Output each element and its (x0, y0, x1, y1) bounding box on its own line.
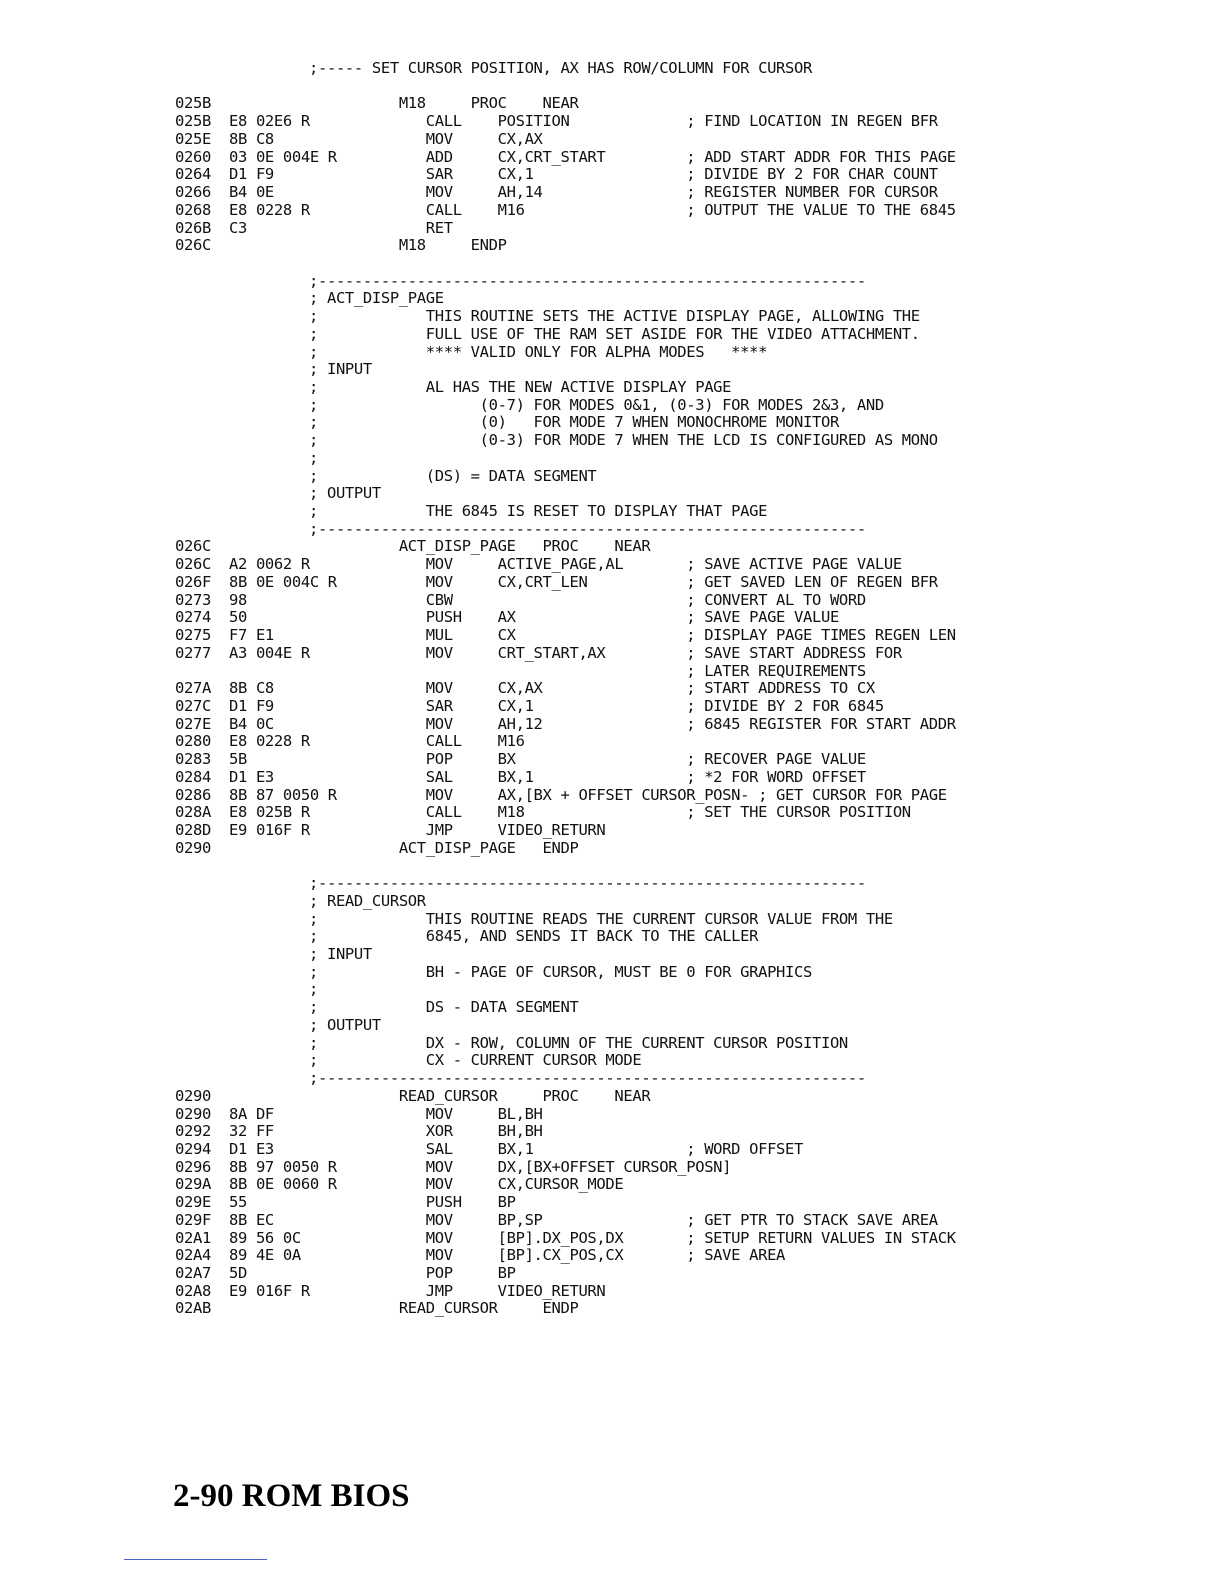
listing-address: 025B (175, 94, 211, 113)
listing-object-code: E8 0228 R (229, 200, 310, 219)
listing-source: MOV ACTIVE_PAGE,AL ; SAVE ACTIVE PAGE VALUE (309, 555, 902, 574)
listing-address: 0275 (175, 626, 211, 644)
listing-source: ; LATER REQUIREMENTS (309, 661, 866, 680)
listing-source: ; THIS ROUTINE SETS THE ACTIVE DISPLAY PAGE, ALLOWING THE (309, 307, 920, 326)
listing-address: 027C (175, 696, 211, 715)
listing-source: SAR CX,1 ; DIVIDE BY 2 FOR 6845 (309, 696, 884, 715)
listing-source: MOV AX,[BX + OFFSET CURSOR_POSN- ; GET CURSOR FOR PAGE (309, 785, 947, 804)
listing-object-code: 03 0E 004E R (229, 147, 337, 166)
listing-object-code: D1 F9 (229, 165, 274, 184)
listing-source: M18 ENDP (309, 236, 507, 255)
listing-source: ; 6845, AND SENDS IT BACK TO THE CALLER (309, 927, 759, 946)
listing-source: MOV BP,SP ; GET PTR TO STACK SAVE AREA (309, 1210, 938, 1229)
listing-source: ACT_DISP_PAGE ENDP (309, 838, 579, 857)
listing-source: ACT_DISP_PAGE PROC NEAR (309, 537, 651, 556)
listing-object-code: E8 0228 R (229, 732, 310, 751)
listing-object-code: 89 4E 0A (229, 1246, 301, 1265)
listing-source: ADD CX,CRT_START ; ADD START ADDR FOR THIS PAGE (309, 147, 956, 166)
listing-address: 026C (175, 555, 211, 574)
footer-rule (124, 1559, 267, 1560)
listing-object-code: 8B EC (229, 1210, 274, 1229)
listing-address: 0292 (175, 1122, 211, 1141)
listing-object-code: E9 016F R (229, 821, 310, 839)
listing-source: MOV CX,AX (309, 129, 543, 148)
listing-object-code: B4 0C (229, 714, 274, 733)
listing-source: ; DX - ROW, COLUMN OF THE CURRENT CURSOR POSITION (309, 1033, 848, 1052)
listing-object-code: E8 025B R (229, 803, 310, 822)
page-footer: 2-90 ROM BIOS (173, 1478, 410, 1514)
listing-address: 0284 (175, 767, 211, 786)
listing-address: 02A7 (175, 1264, 211, 1282)
listing-source: PUSH AX ; SAVE PAGE VALUE (309, 608, 839, 627)
listing-source: SAL BX,1 ; WORD OFFSET (309, 1139, 803, 1158)
listing-address: 02A4 (175, 1246, 211, 1265)
listing-address: 029E (175, 1193, 211, 1212)
listing-address: 028A (175, 803, 211, 822)
listing-source: MUL CX ; DISPLAY PAGE TIMES REGEN LEN (309, 626, 956, 644)
listing-address: 02A8 (175, 1281, 211, 1300)
listing-address: 0283 (175, 750, 211, 769)
listing-source: XOR BH,BH (309, 1122, 543, 1141)
listing-address: 0266 (175, 183, 211, 201)
listing-object-code: E8 02E6 R (229, 112, 310, 131)
listing-source: ; BH - PAGE OF CURSOR, MUST BE 0 FOR GRAPHICS (309, 962, 812, 981)
listing-object-code: 50 (229, 608, 247, 627)
listing-address: 0280 (175, 732, 211, 751)
listing-address: 026C (175, 236, 211, 255)
listing-address: 027A (175, 679, 211, 698)
listing-address: 0277 (175, 643, 211, 662)
listing-source: ; INPUT (309, 360, 372, 379)
listing-source: JMP VIDEO_RETURN (309, 821, 606, 839)
listing-source: ; INPUT (309, 945, 372, 963)
listing-address: 026B (175, 218, 211, 237)
listing-address: 029F (175, 1210, 211, 1229)
listing-object-code: 5B (229, 750, 247, 769)
listing-source: MOV CRT_START,AX ; SAVE START ADDRESS FOR (309, 643, 902, 662)
listing-source: CBW ; CONVERT AL TO WORD (309, 590, 866, 609)
listing-object-code: 8B C8 (229, 679, 274, 698)
listing-source: MOV AH,12 ; 6845 REGISTER FOR START ADDR (309, 714, 956, 733)
listing-source: CALL M16 (309, 732, 525, 751)
listing-source: ; (309, 980, 318, 999)
listing-source: CALL POSITION ; FIND LOCATION IN REGEN BFR (309, 112, 938, 131)
listing-address: 0274 (175, 608, 211, 627)
listing-source: ; (DS) = DATA SEGMENT (309, 466, 597, 485)
listing-source: ;------------------------------------------------------------- (309, 874, 866, 893)
listing-source: ; DS - DATA SEGMENT (309, 998, 579, 1017)
listing-address: 0290 (175, 838, 211, 857)
listing-object-code: 32 FF (229, 1122, 274, 1141)
listing-source: READ_CURSOR PROC NEAR (309, 1086, 651, 1105)
listing-address: 0290 (175, 1104, 211, 1123)
listing-source: MOV BL,BH (309, 1104, 543, 1123)
listing-object-code: D1 E3 (229, 1139, 274, 1158)
listing-source: CALL M16 ; OUTPUT THE VALUE TO THE 6845 (309, 200, 956, 219)
listing-object-code: C3 (229, 218, 247, 237)
listing-address: 025B (175, 112, 211, 131)
listing-source: ; AL HAS THE NEW ACTIVE DISPLAY PAGE (309, 378, 732, 396)
listing-object-code: F7 E1 (229, 626, 274, 644)
listing-object-code: D1 F9 (229, 696, 274, 715)
listing-source: ;------------------------------------------------------------- (309, 271, 866, 290)
listing-object-code: 8B C8 (229, 129, 274, 148)
listing-address: 02A1 (175, 1228, 211, 1247)
listing-address: 0260 (175, 147, 211, 166)
listing-object-code: E9 016F R (229, 1281, 310, 1300)
listing-object-code: 55 (229, 1193, 247, 1212)
listing-source: MOV CX,AX ; START ADDRESS TO CX (309, 679, 875, 698)
listing-source: MOV CX,CRT_LEN ; GET SAVED LEN OF REGEN BFR (309, 572, 938, 591)
listing-source: ; OUTPUT (309, 484, 381, 503)
listing-address: 028D (175, 821, 211, 839)
listing-source: ; CX - CURRENT CURSOR MODE (309, 1051, 642, 1070)
listing-source: ;------------------------------------------------------------- (309, 1069, 866, 1087)
listing-object-code: 8B 97 0050 R (229, 1157, 337, 1176)
listing-source: ; THE 6845 IS RESET TO DISPLAY THAT PAGE (309, 502, 768, 520)
listing-source: ; READ_CURSOR (309, 891, 426, 910)
listing-address: 0268 (175, 200, 211, 219)
listing-source: ; THIS ROUTINE READS THE CURRENT CURSOR VALUE FROM THE (309, 909, 893, 928)
listing-source: ; FULL USE OF THE RAM SET ASIDE FOR THE VIDEO ATTACHMENT. (309, 324, 920, 343)
listing-source: ; (309, 448, 318, 467)
listing-address: 02AB (175, 1299, 211, 1318)
listing-source: JMP VIDEO_RETURN (309, 1281, 606, 1300)
listing-source: MOV [BP].CX_POS,CX ; SAVE AREA (309, 1246, 786, 1265)
listing-source: ; (0-7) FOR MODES 0&1, (0-3) FOR MODES 2&3, AND (309, 395, 884, 414)
listing-source: MOV DX,[BX+OFFSET CURSOR_POSN] (309, 1157, 732, 1176)
listing-source: MOV CX,CURSOR_MODE (309, 1175, 624, 1194)
listing-source: PUSH BP (309, 1193, 516, 1212)
listing-object-code: 8A DF (229, 1104, 274, 1123)
listing-object-code: 8B 0E 004C R (229, 572, 337, 591)
listing-source: RET (309, 218, 453, 237)
listing-object-code: 8B 0E 0060 R (229, 1175, 337, 1194)
listing-object-code: D1 E3 (229, 767, 274, 786)
listing-object-code: 5D (229, 1264, 247, 1282)
listing-source: ; (0-3) FOR MODE 7 WHEN THE LCD IS CONFIGURED AS MONO (309, 431, 938, 450)
listing-address: 0296 (175, 1157, 211, 1176)
listing-source: MOV [BP].DX_POS,DX ; SETUP RETURN VALUES IN STACK (309, 1228, 956, 1247)
listing-address: 0286 (175, 785, 211, 804)
listing-source: POP BP (309, 1264, 516, 1282)
listing-source: CALL M18 ; SET THE CURSOR POSITION (309, 803, 911, 822)
listing-source: READ_CURSOR ENDP (309, 1299, 579, 1318)
listing-address: 0264 (175, 165, 211, 184)
listing-object-code: 98 (229, 590, 247, 609)
listing-address: 0273 (175, 590, 211, 609)
listing-address: 026F (175, 572, 211, 591)
listing-source: ;------------------------------------------------------------- (309, 519, 866, 538)
listing-source: MOV AH,14 ; REGISTER NUMBER FOR CURSOR (309, 183, 938, 201)
listing-address: 0294 (175, 1139, 211, 1158)
listing-address: 029A (175, 1175, 211, 1194)
listing-address: 025E (175, 129, 211, 148)
listing-source: ; OUTPUT (309, 1015, 381, 1034)
listing-object-code: A3 004E R (229, 643, 310, 662)
listing-source: SAR CX,1 ; DIVIDE BY 2 FOR CHAR COUNT (309, 165, 938, 184)
listing-source: ; (0) FOR MODE 7 WHEN MONOCHROME MONITOR (309, 413, 839, 432)
listing-object-code: 89 56 0C (229, 1228, 301, 1247)
listing-object-code: 8B 87 0050 R (229, 785, 337, 804)
listing-address: 027E (175, 714, 211, 733)
listing-source: ; **** VALID ONLY FOR ALPHA MODES **** (309, 342, 768, 361)
listing-source: M18 PROC NEAR (309, 94, 579, 113)
listing-source: ;----- SET CURSOR POSITION, AX HAS ROW/COLUMN FOR CURSOR (309, 59, 812, 77)
listing-source: POP BX ; RECOVER PAGE VALUE (309, 750, 866, 769)
listing-address: 0290 (175, 1086, 211, 1105)
listing-object-code: A2 0062 R (229, 555, 310, 574)
listing-address: 026C (175, 537, 211, 556)
listing-object-code: B4 0E (229, 183, 274, 201)
listing-source: SAL BX,1 ; *2 FOR WORD OFFSET (309, 767, 866, 786)
listing-source: ; ACT_DISP_PAGE (309, 289, 444, 308)
